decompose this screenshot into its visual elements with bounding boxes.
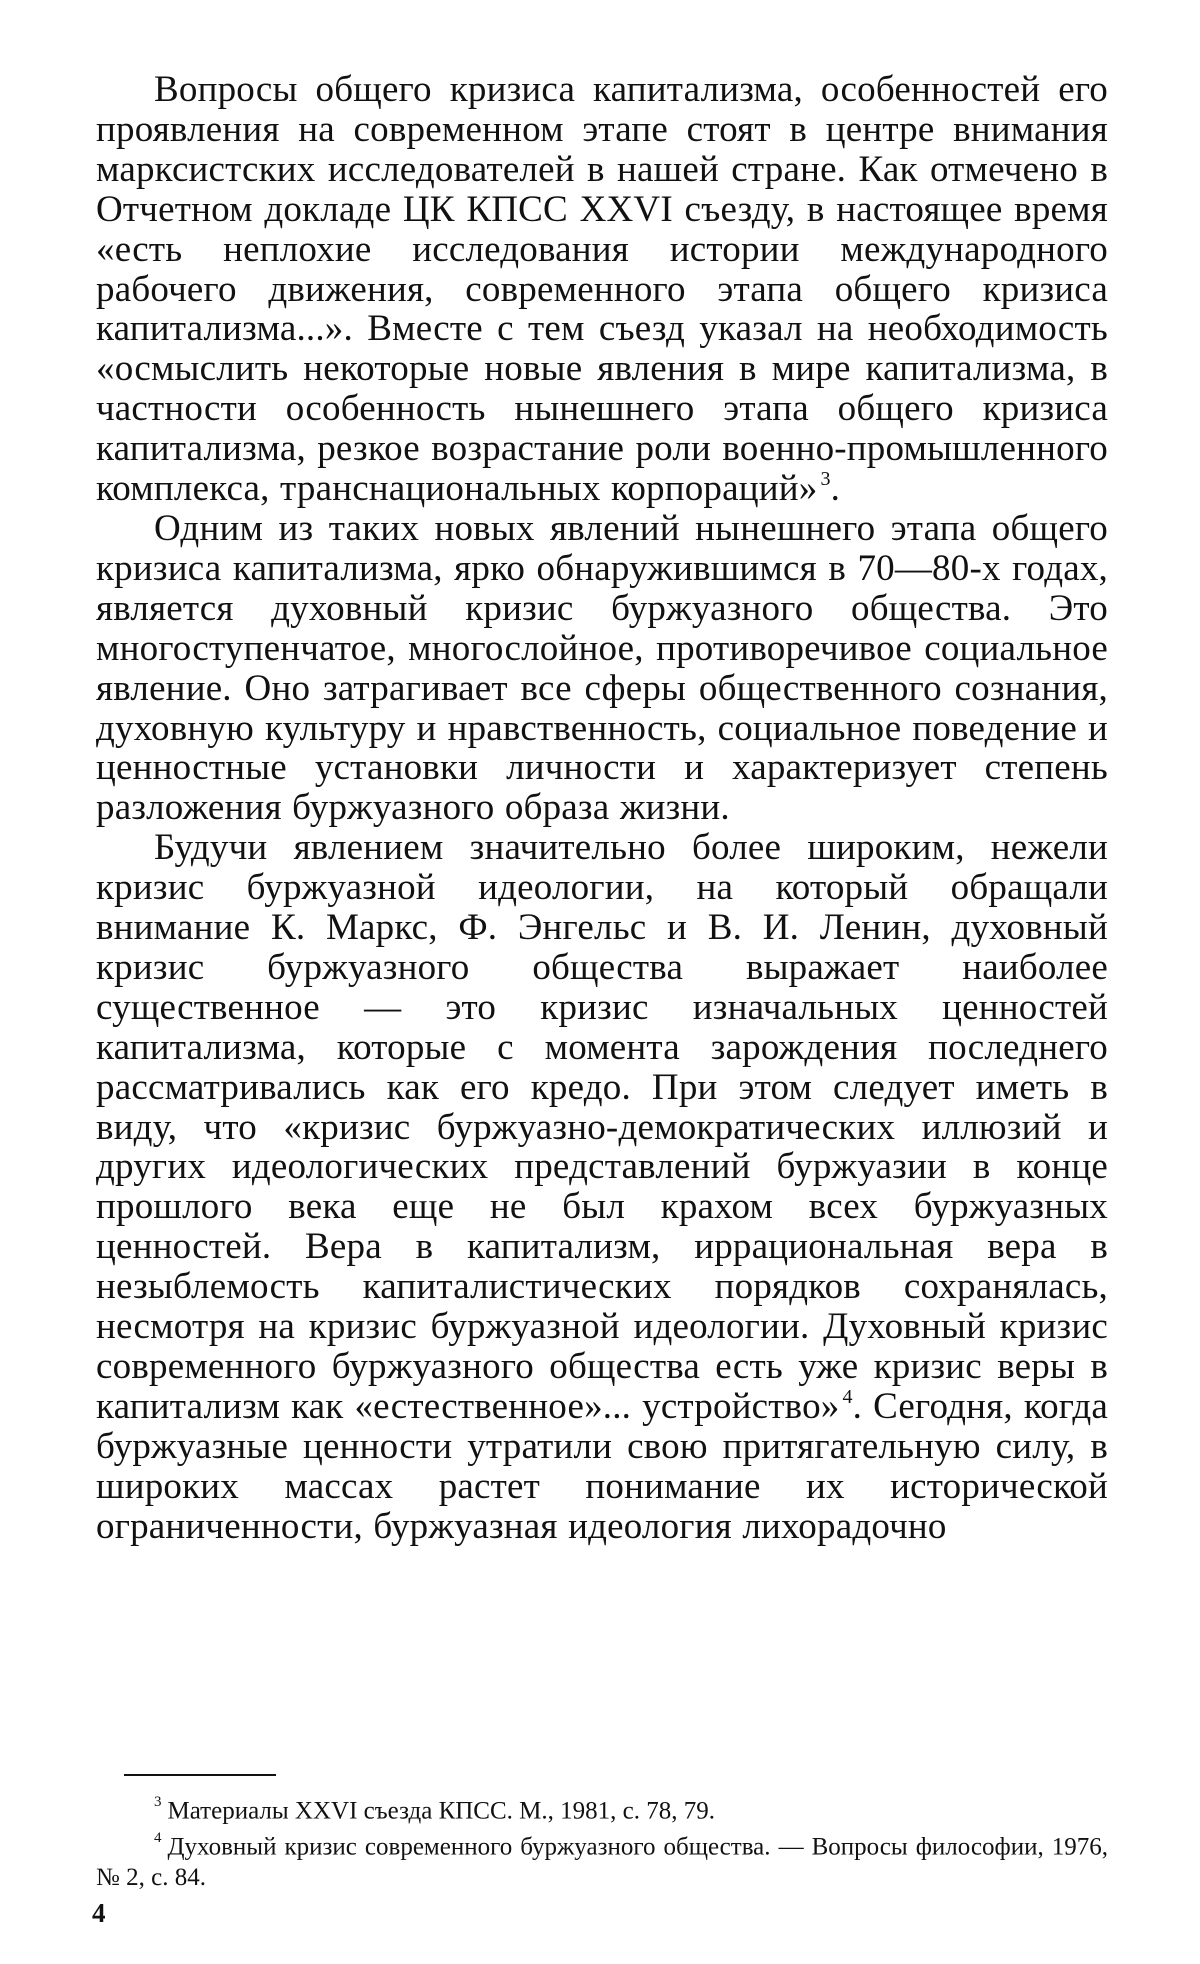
page-number: 4 <box>92 1898 106 1928</box>
paragraph-2-text: Одним из таких новых явлений нынешнего этапа общего кризиса капитализма, ярко обнаружившимся в 70—80-х годах, является духовный кризис буржуазного общества. Это многоступенчатое, многослойное, противоречивое социальное явление. Оно затрагивает все сферы общественного сознания, духовную культуру и нравственность, социальное поведение и ценностные установки личности и характеризует степень разложения буржуазного образа жизни. <box>96 507 1108 829</box>
footnote-ref-3: 3 <box>820 467 831 490</box>
footnote-3 <box>96 1790 1108 1826</box>
paragraph-1 <box>96 70 1108 509</box>
paragraph-3-text: Будучи явлением значительно более широким, нежели кризис буржуазной идеологии, на который обращали внимание К. Маркс, Ф. Энгельс и В. И. Ленин, духовный кризис буржуазного общества выражает наиболее существенное — это кризис изначальных ценностей капитализма, которые с момента зарождения последнего рассматривались как его кредо. При этом следует иметь в виду, что «кризис буржуазно-демократических иллюзий и других идеологических представлений буржуазии в конце прошлого века еще не был крахом всех буржуазных ценностей. Вера в капитализм, иррациональная вера в незыблемость капиталистических порядков сохранялась, несмотря на кризис буржуазной идеологии. Духовный кризис современного буржуазного общества есть уже кризис веры в капитализм как «естественное»... устройство» <box>96 827 1108 1427</box>
footnotes <box>96 1790 1108 1893</box>
paragraph-2 <box>96 509 1108 828</box>
footnote-ref-4: 4 <box>842 1385 853 1408</box>
footnote-mark-4: 4 <box>154 1830 162 1847</box>
body-text <box>96 70 1108 1547</box>
footnote-mark-3: 3 <box>154 1794 162 1810</box>
paragraph-3-tail: . Сегодня, когда буржуазные ценности утратили свою притягательную силу, в широких массах растет понимание их исторической ограниченности, буржуазная идеология лихорадочно <box>96 1385 1108 1547</box>
footnote-4-text: Духовный кризис современного буржуазного общества. — Вопросы философии, 1976, № 2, с. 84. <box>96 1833 1108 1891</box>
paragraph-1-tail: . <box>830 468 841 510</box>
footnote-3-text: Материалы XXVI съезда КПСС. М., 1981, с. 78, 79. <box>167 1797 715 1825</box>
paragraph-1-text: Вопросы общего кризиса капитализма, особенностей его проявления на современном этапе стоят в центре внимания марксистских исследователей в нашей стране. Как отмечено в Отчетном докладе ЦК КПСС XXVI съезду, в настоящее время «есть неплохие исследования истории международного рабочего движения, современного этапа общего кризиса капитализма...». Вместе с тем съезд указал на необходимость «осмыслить некоторые новые явления в мире капитализма, в частности особенность нынешнего этапа общего кризиса капитализма, резкое возрастание роли военно-промышленного комплекса, транснациональных корпораций» <box>96 69 1108 510</box>
footnote-4 <box>96 1826 1108 1892</box>
paragraph-3 <box>96 828 1108 1546</box>
footnote-divider <box>124 1774 276 1776</box>
